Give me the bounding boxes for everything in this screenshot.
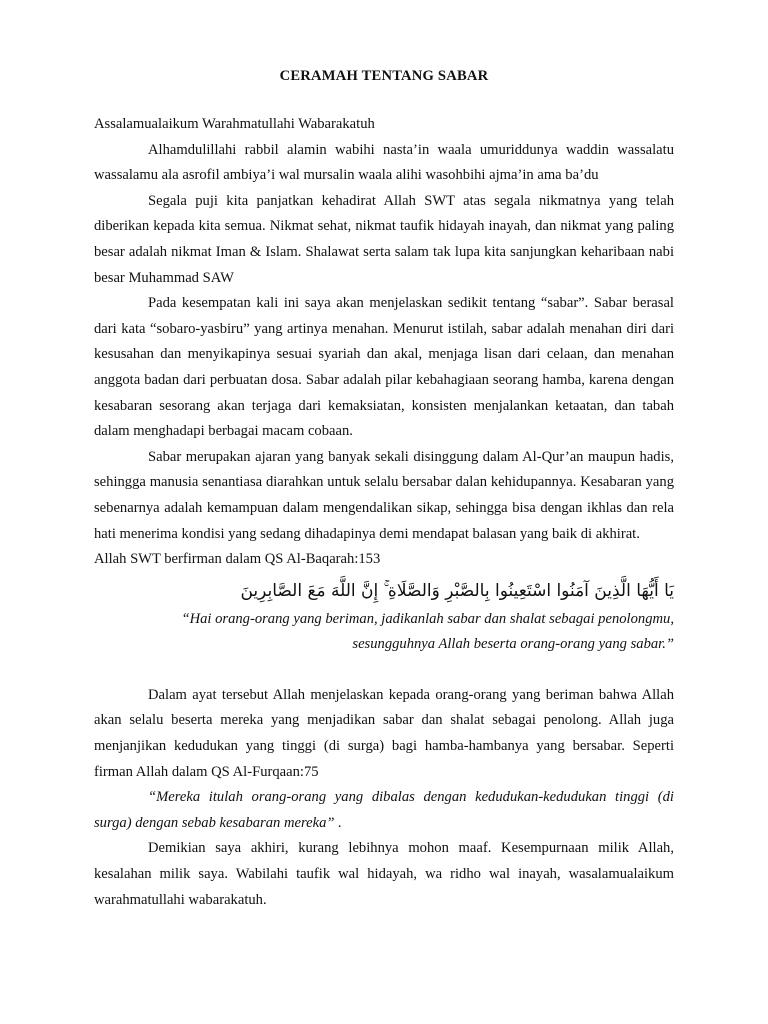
paragraph-explanation: Dalam ayat tersebut Allah menjelaskan kepada orang-orang yang beriman bahwa Allah akan selalu beserta mereka yang menjadikan sabar dan shalat sebagai penolong. Allah juga menjanjikan kedudukan yang tinggi (di surga) bagi hamba-hambanya yang bersabar. Seperti firman Allah dalam QS Al-Furqaan:75 [94, 686, 674, 780]
spacer [94, 658, 674, 683]
verse-translation [94, 607, 674, 658]
document-title: CERAMAH TENTANG SABAR [279, 68, 489, 84]
paragraph-definition: Pada kesempatan kali ini saya akan menjelaskan sedikit tentang “sabar”. Sabar berasal dari kata “sobaro-yasbiru” yang artinya menahan. Menurut istilah, sabar adalah menahan diri dari kesusahan dan menyikapinya sesuai syariah dan akal, menjaga lisan dari celaan, dan menahan anggota badan dari perbuatan dosa. Sabar adalah pilar kebahagiaan seorang hamba, karena dengan kesabaran sesorang akan terjaga dari kemaksiatan, konsisten menjalankan ketaatan, dan tabah dalam menghadapi berbagai macam cobaan. [94, 295, 674, 440]
paragraph-closing: Demikian saya akhiri, kurang lebihnya mohon maaf. Kesempurnaan milik Allah, kesalahan milik saya. Wabilahi taufik wal hidayah, wa ridho wal inayah, wasalamualaikum warahmatullahi wabarakatuh. [94, 840, 674, 908]
quote-al-furqaan: “Mereka itulah orang-orang yang dibalas dengan kedudukan-kedudukan tinggi (di surga) dengan sebab kesabaran mereka” . [94, 789, 674, 831]
paragraph-teaching: Sabar merupakan ajaran yang banyak sekali disinggung dalam Al-Qur’an maupun hadis, sehingga manusia senantiasa diarahkan untuk selalu bersabar dalan kehidupannya. Kesabaran yang sebenarnya adalah kemampuan dalam mengendalikan sikap, sehingga bisa dengan ikhlas dan rela hati menerima kondisi yang sedang dihadapinya demi mendapat balasan yang baik di akhirat. [94, 448, 674, 542]
greeting: Assalamualaikum Warahmatullahi Wabarakatuh [94, 116, 375, 132]
translation-line-2: sesungguhnya Allah beserta orang-orang yang sabar.” [352, 636, 674, 653]
paragraph-praise: Segala puji kita panjatkan kehadirat Allah SWT atas segala nikmatnya yang telah diberikan kepada kita semua. Nikmat sehat, nikmat taufik hidayah inayah, dan nikmat yang paling besar adalah nikmat Iman & Islam. Shalawat serta salam tak lupa kita sanjungkan keharibaan nabi besar Muhammad SAW [94, 192, 674, 286]
arabic-verse: يَا أَيُّهَا الَّذِينَ آمَنُوا اسْتَعِينُوا بِالصَّبْرِ وَالصَّلَاةِ ۚ إِنَّ اللَّهَ مَعَ الصَّابِرِينَ [240, 580, 674, 601]
verse-intro: Allah SWT berfirman dalam QS Al-Baqarah:153 [94, 551, 381, 568]
paragraph-opening-prayer: Alhamdulillahi rabbil alamin wabihi nasta’in waala umuriddunya waddin wassalatu wassalamu ala asrofil ambiya’i wal mursalin waala alihi wasohbihi ajma’in ama ba’du [94, 141, 674, 184]
translation-line-1: “Hai orang-orang yang beriman, jadikanlah sabar dan shalat sebagai penolongmu, [181, 610, 674, 627]
document-body [94, 112, 674, 913]
